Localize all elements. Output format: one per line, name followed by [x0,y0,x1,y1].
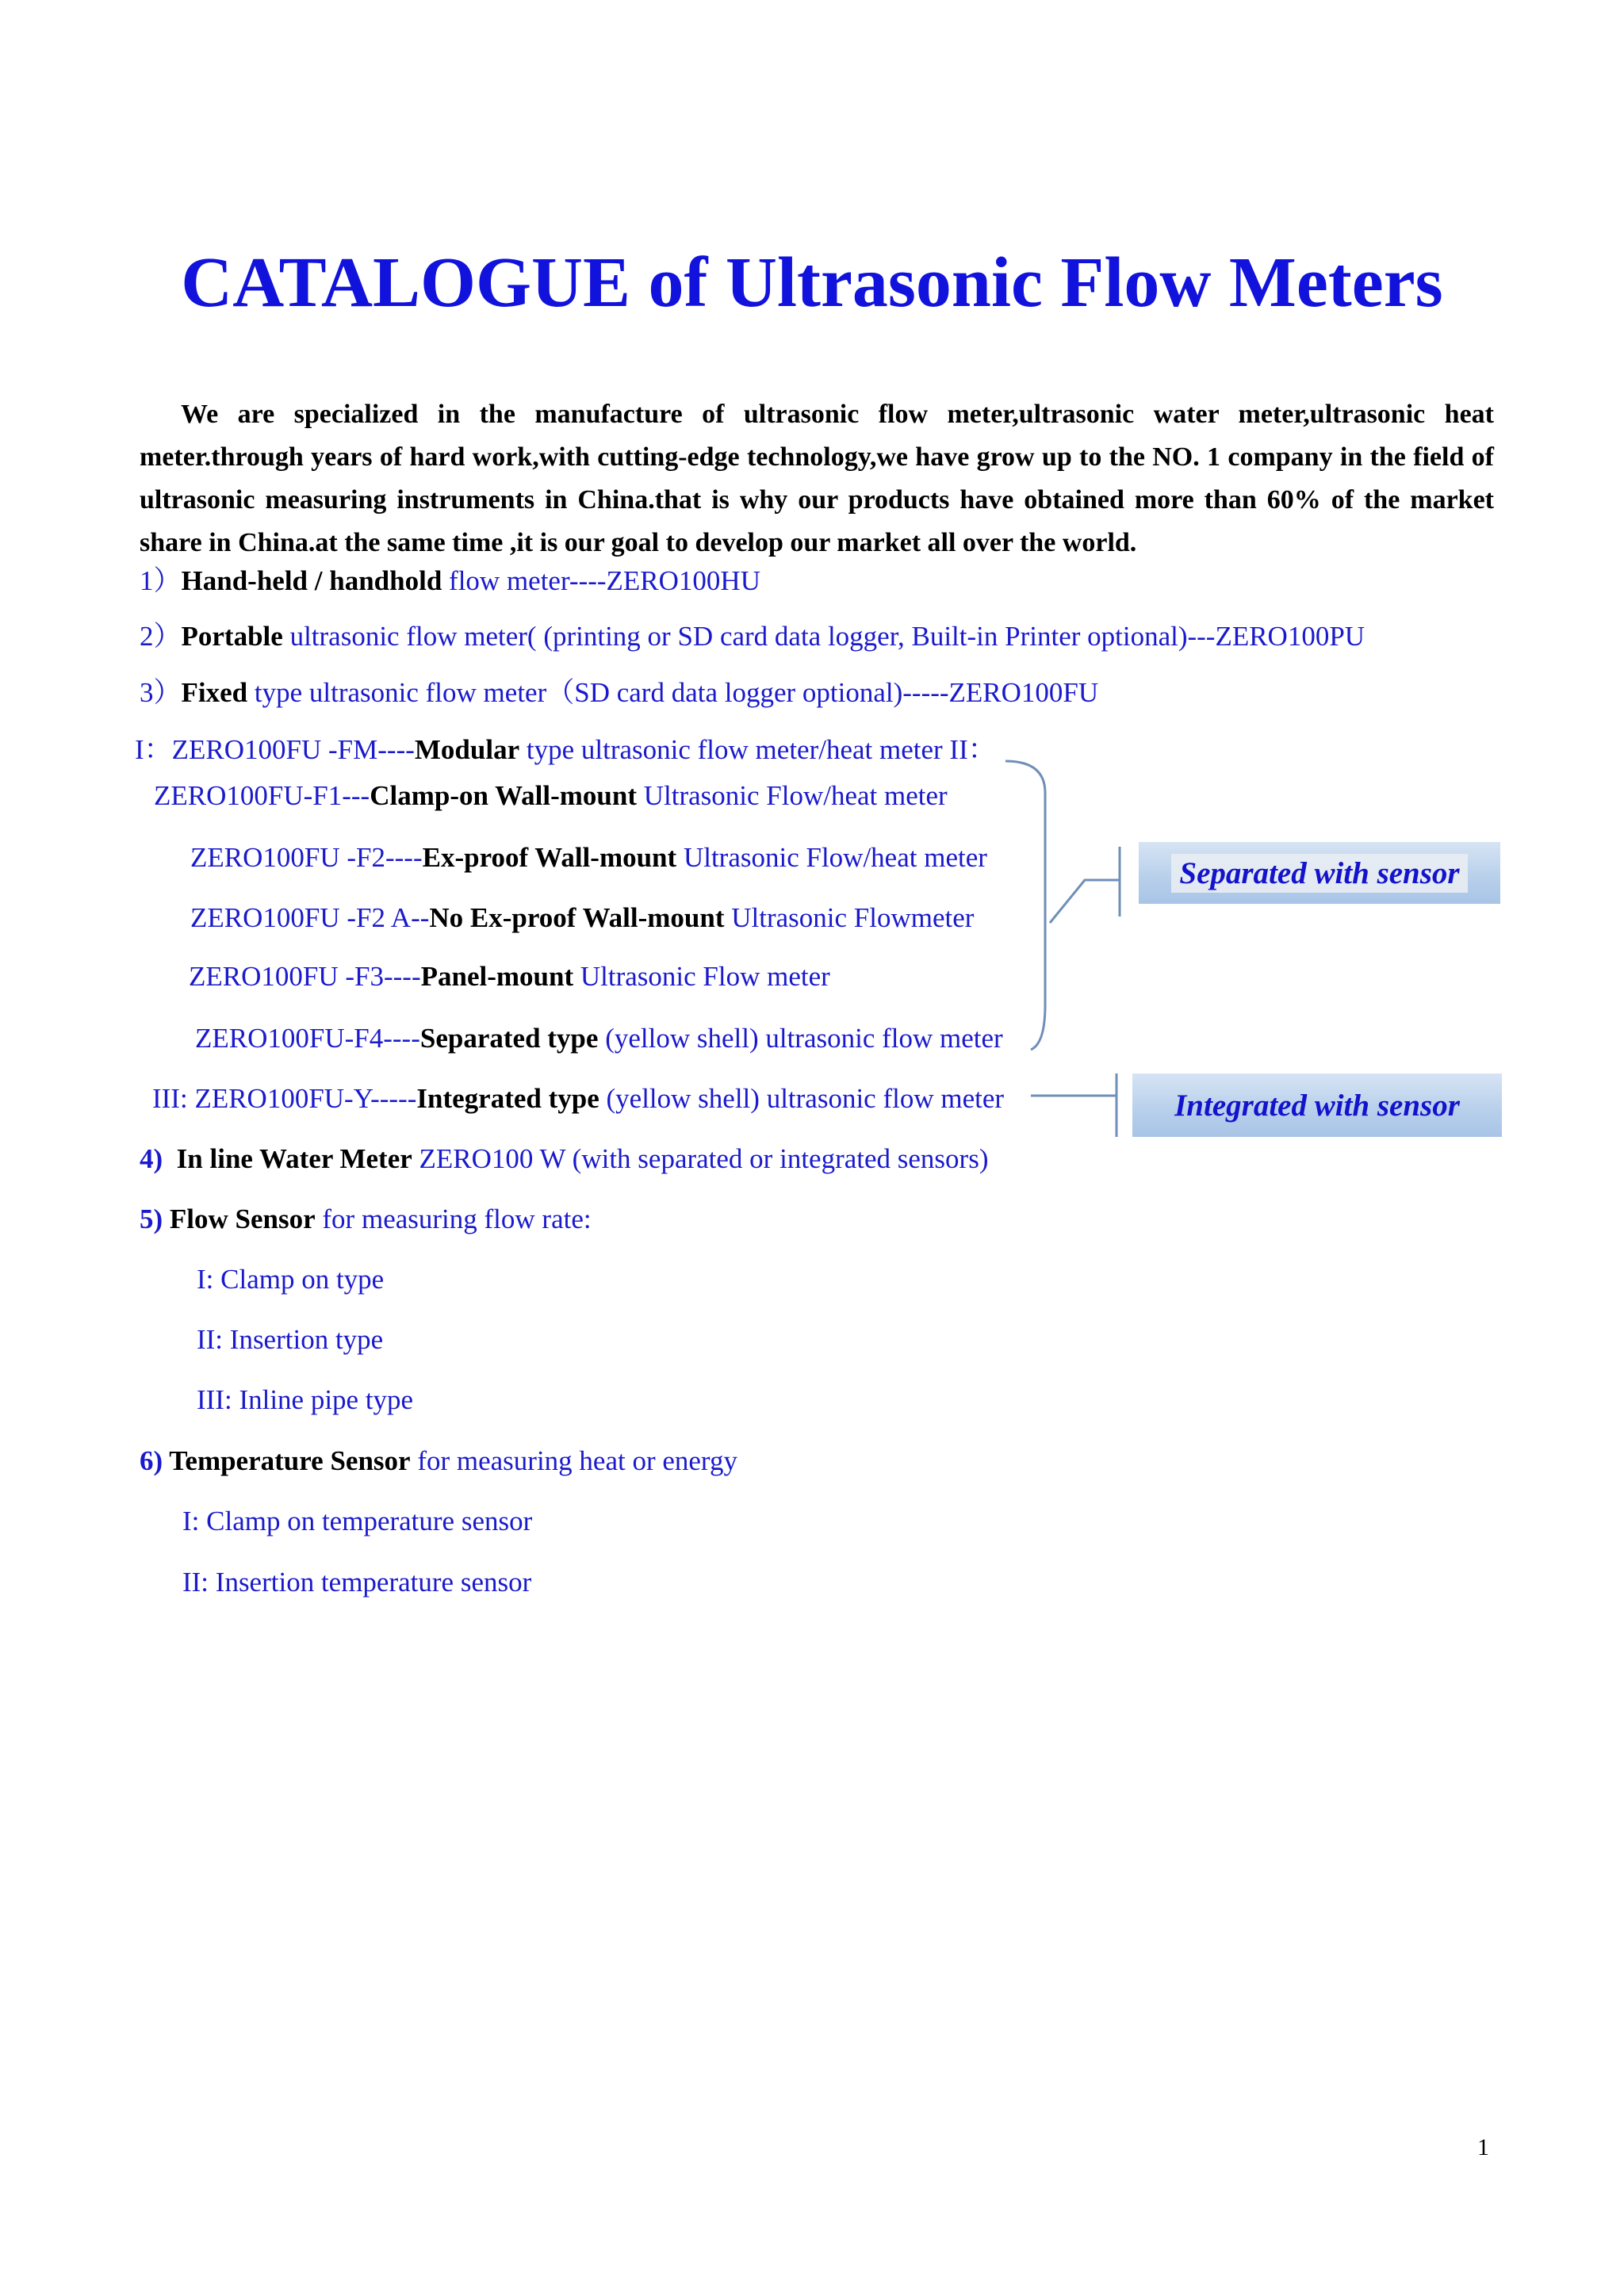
item-text: flow meter----ZERO100HU [442,565,760,596]
item-integrated [152,1083,1004,1115]
item-text: for measuring flow rate: [315,1203,592,1234]
item-f3 [189,961,830,993]
item-number: 5) [140,1203,163,1234]
item-text: type ultrasonic flow meter/heat meter II： [519,734,996,765]
item-number: 4) [140,1143,163,1174]
item-text: Ultrasonic Flow/heat meter [637,780,948,811]
item-f2 [190,842,987,874]
item-prefix: I：ZERO100FU -FM---- [135,734,415,765]
item-handheld [140,559,760,599]
item-water-meter [140,1143,988,1175]
item-f4 [195,1023,1003,1054]
label-text: Separated with sensor [1171,854,1467,893]
flow-sensor-insertion: II: Insertion type [197,1324,384,1355]
brace-bracket [1005,761,1045,1050]
item-bold: Integrated type [416,1083,599,1114]
item-bold: No Ex-proof Wall-mount [429,902,725,933]
item-temperature-sensor [140,1445,737,1477]
item-bold: Panel-mount [420,961,574,992]
temp-sensor-insertion: II: Insertion temperature sensor [182,1567,532,1598]
item-portable [140,614,1365,654]
item-prefix: ZERO100FU -F2---- [190,842,423,873]
item-bold: Separated type [419,1023,599,1054]
item-bold: Ex-proof Wall-mount [422,842,677,873]
item-text: Ultrasonic Flow meter [573,961,830,992]
item-prefix: ZERO100FU-F4---- [195,1023,420,1054]
item-prefix: ZERO100FU-F1--- [154,780,370,811]
item-text: Ultrasonic Flow/heat meter [676,842,987,873]
item-text: type ultrasonic flow meter（SD card data logger optional)-----ZERO100FU [247,677,1099,708]
item-bold: Portable [181,621,283,652]
item-flow-sensor [140,1203,592,1235]
item-prefix: ZERO100FU -F2 A-- [190,902,430,933]
separated-with-sensor-label [1139,842,1500,904]
item-text: for measuring heat or energy [410,1445,737,1476]
flow-sensor-clamp: I: Clamp on type [197,1264,385,1295]
item-number: 1） [140,565,182,596]
item-number: 2） [140,621,182,652]
item-text: (yellow shell) ultrasonic flow meter [598,1023,1003,1054]
temp-sensor-clamp: I: Clamp on temperature sensor [182,1506,533,1536]
item-prefix: III: ZERO100FU-Y----- [152,1083,417,1114]
item-bold: In line Water Meter [176,1143,412,1174]
item-bold: Flow Sensor [163,1203,316,1234]
item-bold: Clamp-on Wall-mount [370,780,637,811]
page-number: 1 [1477,2134,1489,2160]
item-text: (yellow shell) ultrasonic flow meter [599,1083,1005,1114]
item-text: ZERO100 W (with separated or integrated sensors) [412,1143,989,1174]
item-bold: Modular [414,734,520,765]
page-title: CATALOGUE of Ultrasonic Flow Meters [181,243,1443,322]
flow-sensor-inline: III: Inline pipe type [197,1384,414,1415]
item-fixed [140,671,1098,710]
integrated-with-sensor-label [1132,1073,1502,1137]
item-bold: Fixed [181,677,248,708]
item-prefix: ZERO100FU -F3---- [189,961,421,992]
item-number: 3） [140,677,182,708]
intro-paragraph: We are specialized in the manufacture of ultrasonic flow meter,ultrasonic water meter,ultrasonic heat meter.through years of hard work,with cutting-edge technology,we have grow up to the NO. 1 company in the field of ultrasonic measuring instruments in China.that is why our products have obtained more than 60% of the market share in China.at the same time ,it is our goal to develop our market all over the world. [140,400,1494,557]
item-text: Ultrasonic Flowmeter [724,902,975,933]
label-text: Integrated with sensor [1174,1088,1460,1123]
item-number: 6) [140,1445,163,1476]
item-bold: Hand-held / handhold [181,565,442,596]
item-bold: Temperature Sensor [163,1445,411,1476]
item-modular [135,728,996,767]
item-f1 [154,780,948,812]
brace-connector [1050,880,1120,923]
item-f2a [190,902,974,934]
item-text: ultrasonic flow meter( (printing or SD card data logger, Built-in Printer optional)---ZERO100PU [282,621,1365,652]
